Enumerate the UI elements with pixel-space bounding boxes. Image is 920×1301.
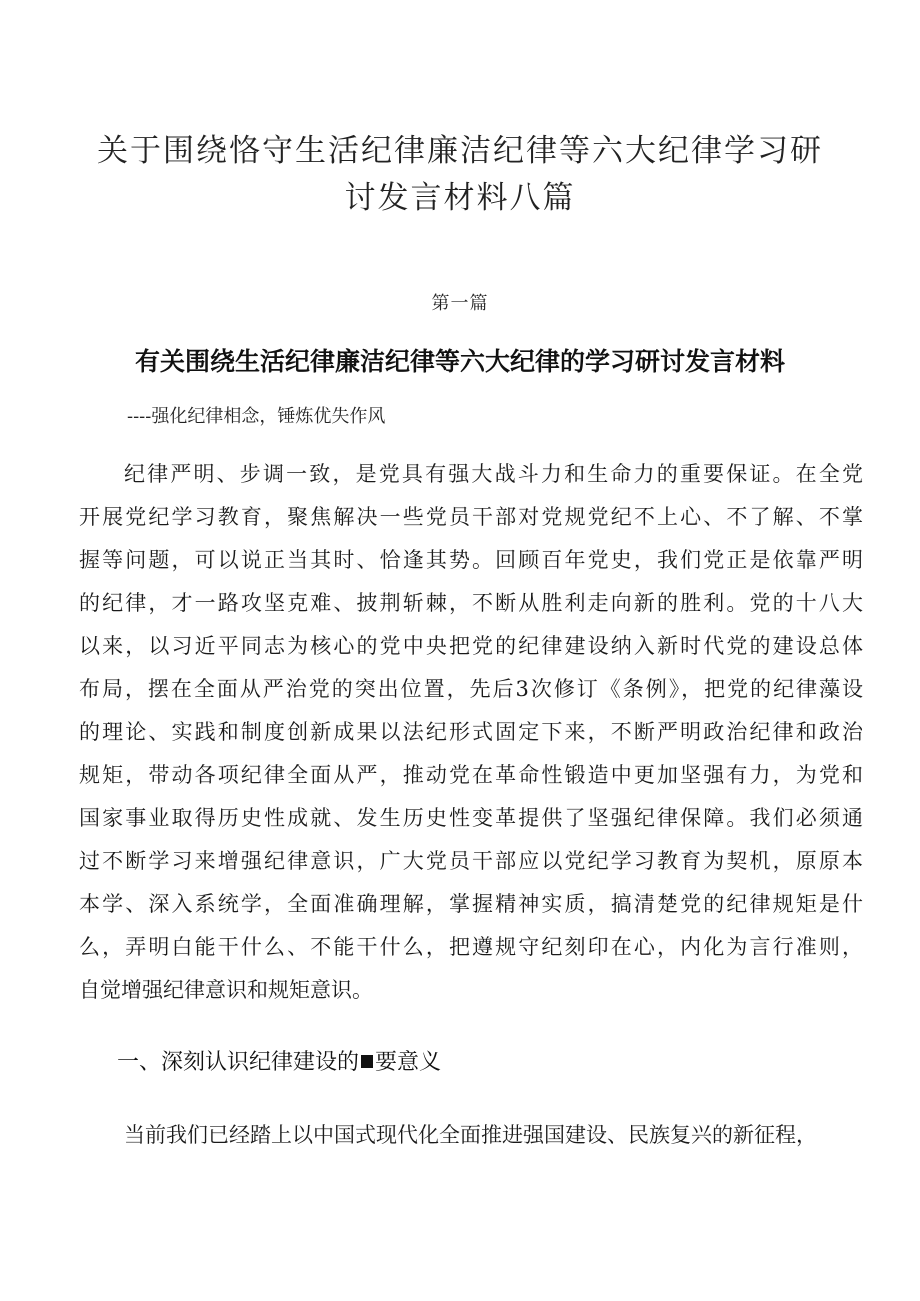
paragraph-line: 本学、深入系统学，全面准确理解，掌握精神实质，搞清楚党的纪律规矩是什 [79, 892, 863, 916]
paragraph-line: 国家事业取得历史性成就、发生历史性变革提供了坚强纪律保障。我们必须通 [79, 806, 863, 830]
paragraph-line: 规矩，带动各项纪律全面从严，推动党在革命性锻造中更加坚强有力，为党和 [79, 763, 863, 787]
paragraph-line: 自觉增强纪律意识和规矩意识。 [79, 978, 373, 1002]
document-title-line1: 关于围绕恪守生活纪律廉洁纪律等六大纪律学习研 [97, 133, 823, 169]
paragraph-line: 过不断学习来增强纪律意识，广大党员干部应以党纪学习教育为契机，原原本 [79, 849, 863, 873]
part-label: 第一篇 [431, 293, 489, 314]
paragraph-line: 的理论、实践和制度创新成果以法纪形式固定下来，不断严明政治纪律和政治 [79, 720, 863, 744]
missing-glyph-box [361, 1055, 373, 1068]
paragraph-line: 握等问题，可以说正当其时、恰逢其势。回顾百年党史，我们党正是依靠严明 [79, 548, 863, 572]
paragraph-line: 布局，摆在全面从严治党的突出位置，先后3次修订《条例》，把党的纪律藻设 [79, 677, 863, 701]
article-tagline: ----强化纪律相念，锤炼优失作风 [127, 406, 386, 427]
paragraph-line: 以来，以习近平同志为核心的党中央把党的纪律建设纳入新时代党的建设总体 [79, 634, 863, 658]
paragraph-line: 纪律严明、步调一致，是党具有强大战斗力和生命力的重要保证。在全党 [124, 462, 863, 486]
paragraph-line: 的纪律，才一路攻坚克难、披荆斩棘，不断从胜利走向新的胜利。党的十八大 [79, 591, 863, 615]
paragraph-line: 开展党纪学习教育，聚焦解决一些党员干部对党规党纪不上心、不了解、不掌 [79, 505, 863, 529]
section-heading-1 [117, 1045, 441, 1076]
paragraph-2-line-1: 当前我们已经踏上以中国式现代化全面推进强国建设、民族复兴的新征程， [124, 1123, 817, 1147]
paragraph-line: 么，弄明白能干什么、不能干什么，把遵规守纪刻印在心，内化为言行准则， [79, 935, 863, 959]
section-heading-text-start: 一、深刻认识纪律建设的 [117, 1050, 360, 1075]
article-subtitle: 有关围绕生活纪律廉洁纪律等六大纪律的学习研讨发言材料 [134, 347, 785, 376]
section-heading-text-end: 要意义 [375, 1050, 442, 1075]
document-title-line2: 讨发言材料八篇 [344, 180, 576, 216]
